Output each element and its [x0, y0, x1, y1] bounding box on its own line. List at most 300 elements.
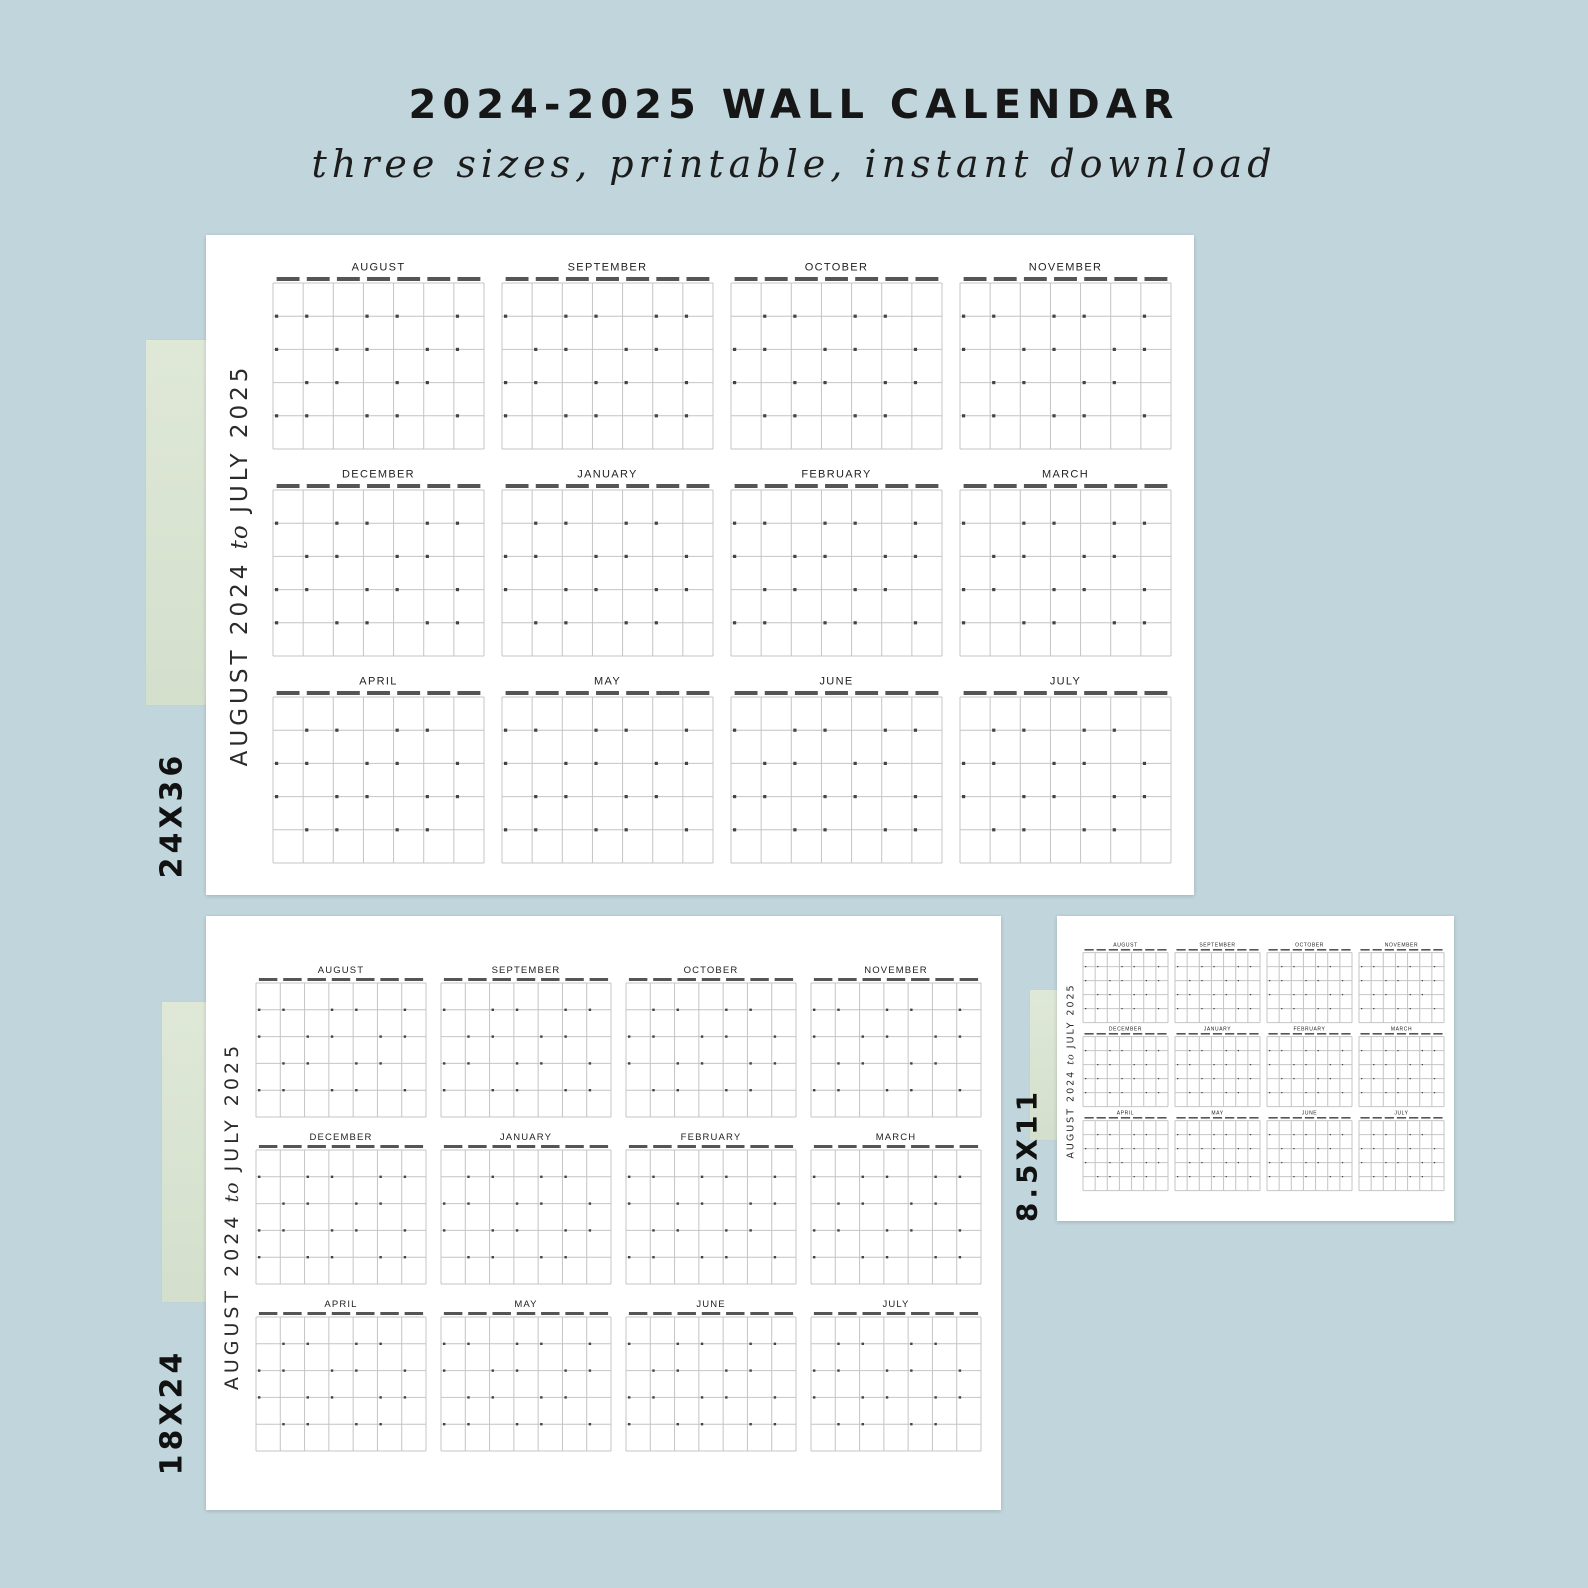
date-marker: [1158, 1008, 1159, 1009]
month-name: NOVEMBER: [1028, 261, 1103, 274]
date-marker: [1361, 1162, 1362, 1163]
weekday-header-bar: [367, 691, 390, 695]
month-name: NOVEMBER: [864, 965, 928, 977]
date-marker: [516, 1343, 518, 1345]
date-marker: [540, 1062, 542, 1064]
date-marker: [1318, 1092, 1319, 1093]
month-calendar: [1267, 942, 1352, 1022]
date-marker: [426, 795, 429, 798]
date-marker: [426, 522, 429, 525]
date-marker: [1342, 1064, 1343, 1065]
date-marker: [959, 1089, 961, 1091]
month-calendar: [626, 965, 796, 1117]
month-name: JUNE: [819, 675, 854, 688]
date-marker: [1269, 1162, 1270, 1163]
date-marker: [1342, 1050, 1343, 1051]
date-marker: [1109, 1176, 1110, 1177]
year-range-start: AUGUST 2024: [1065, 1069, 1077, 1159]
date-marker: [1158, 1092, 1159, 1093]
date-marker: [962, 414, 965, 417]
month-calendar: [1083, 942, 1168, 1022]
date-marker: [854, 588, 857, 591]
date-marker: [1238, 1050, 1239, 1051]
date-marker: [1385, 1050, 1386, 1051]
date-marker: [275, 348, 278, 351]
date-marker: [823, 729, 826, 732]
weekday-header-bar: [765, 484, 788, 488]
date-marker: [1250, 1064, 1251, 1065]
weekday-header-bar: [1121, 1033, 1130, 1035]
weekday-header-bar: [380, 1312, 398, 1315]
weekday-header-bar: [565, 978, 583, 981]
date-marker: [1177, 1148, 1178, 1149]
date-marker: [492, 1035, 494, 1037]
month-name: FEBRUARY: [801, 468, 872, 481]
date-marker: [823, 381, 826, 384]
weekday-header-bar: [259, 1312, 277, 1315]
weekday-header-bar: [1341, 1033, 1350, 1035]
weekday-header-bar: [814, 978, 832, 981]
date-marker: [1146, 1134, 1147, 1135]
weekday-header-bar: [397, 691, 420, 695]
weekday-header-bar: [1237, 1033, 1246, 1035]
weekday-header-bar: [307, 484, 330, 488]
month-calendar: [1359, 942, 1444, 1022]
date-marker: [492, 1396, 494, 1398]
date-marker: [749, 1343, 751, 1345]
month-name: FEBRUARY: [680, 1132, 742, 1144]
weekday-header-bar: [1421, 1117, 1430, 1119]
date-marker: [1361, 1008, 1362, 1009]
date-marker: [1330, 1148, 1331, 1149]
date-marker: [404, 1396, 406, 1398]
date-marker: [443, 1202, 445, 1204]
weekday-header-bar: [1109, 1033, 1118, 1035]
date-marker: [1121, 966, 1122, 967]
weekday-header-bar: [1409, 1033, 1418, 1035]
date-marker: [628, 1396, 630, 1398]
date-marker: [1281, 1008, 1282, 1009]
weekday-header-bar: [356, 1145, 374, 1148]
month-calendar: [1083, 1026, 1168, 1106]
date-marker: [258, 1256, 260, 1258]
weekday-header-bar: [1189, 1033, 1198, 1035]
date-marker: [934, 1256, 936, 1258]
date-marker: [1281, 1162, 1282, 1163]
date-marker: [443, 1229, 445, 1231]
date-marker: [594, 729, 597, 732]
date-marker: [934, 1396, 936, 1398]
month-calendar: [273, 469, 484, 656]
weekday-header-bar: [1144, 691, 1167, 695]
date-marker: [594, 762, 597, 765]
month-calendar: [273, 262, 484, 449]
date-marker: [1189, 1162, 1190, 1163]
date-marker: [1189, 1064, 1190, 1065]
date-marker: [396, 729, 399, 732]
weekday-header-bar: [1189, 1117, 1198, 1119]
weekday-header-bar: [332, 1145, 350, 1148]
date-marker: [914, 795, 917, 798]
weekday-header-bar: [444, 1312, 462, 1315]
date-marker: [589, 1089, 591, 1091]
date-marker: [862, 1062, 864, 1064]
date-marker: [1361, 1078, 1362, 1079]
date-marker: [275, 795, 278, 798]
date-marker: [331, 1009, 333, 1011]
date-marker: [534, 522, 537, 525]
date-marker: [1189, 994, 1190, 995]
date-marker: [763, 621, 766, 624]
month-name: DECEMBER: [309, 1132, 373, 1144]
weekday-header-bar: [457, 484, 480, 488]
date-marker: [516, 1089, 518, 1091]
date-marker: [793, 555, 796, 558]
weekday-header-bar: [702, 1312, 720, 1315]
date-marker: [625, 555, 628, 558]
weekday-header-bar: [1360, 949, 1369, 951]
weekday-header-bar: [1145, 1117, 1154, 1119]
date-marker: [275, 414, 278, 417]
weekday-header-bar: [1249, 1117, 1258, 1119]
date-marker: [655, 522, 658, 525]
date-marker: [564, 795, 567, 798]
date-marker: [564, 1035, 566, 1037]
month-name: MAY: [514, 1299, 538, 1311]
weekday-header-bar: [887, 1312, 905, 1315]
date-marker: [396, 555, 399, 558]
date-marker: [1385, 1162, 1386, 1163]
weekday-header-bar: [307, 691, 330, 695]
date-marker: [1097, 1064, 1098, 1065]
date-marker: [1397, 1162, 1398, 1163]
date-marker: [677, 1343, 679, 1345]
weekday-header-bar: [590, 1145, 608, 1148]
date-marker: [1085, 1092, 1086, 1093]
date-marker: [685, 381, 688, 384]
weekday-header-bar: [911, 1312, 929, 1315]
date-marker: [1385, 994, 1386, 995]
date-marker: [1330, 994, 1331, 995]
date-marker: [1361, 1092, 1362, 1093]
date-marker: [701, 1176, 703, 1178]
date-marker: [701, 1423, 703, 1425]
date-marker: [1109, 1134, 1110, 1135]
date-marker: [355, 1062, 357, 1064]
date-marker: [1213, 966, 1214, 967]
date-marker: [1385, 1134, 1386, 1135]
weekday-header-bar: [1144, 277, 1167, 281]
date-marker: [564, 1256, 566, 1258]
weekday-header-bar: [1176, 1117, 1185, 1119]
date-marker: [1250, 1148, 1251, 1149]
date-marker: [1318, 1078, 1319, 1079]
date-marker: [655, 348, 658, 351]
date-marker: [282, 1009, 284, 1011]
date-marker: [1330, 1064, 1331, 1065]
date-marker: [426, 348, 429, 351]
date-marker: [534, 828, 537, 831]
weekday-header-bar: [814, 1312, 832, 1315]
weekday-header-bar: [1397, 1117, 1406, 1119]
date-marker: [1226, 994, 1227, 995]
date-marker: [1177, 1078, 1178, 1079]
weekday-header-bar: [1176, 1033, 1185, 1035]
date-marker: [355, 1423, 357, 1425]
date-marker: [456, 588, 459, 591]
date-marker: [534, 381, 537, 384]
date-marker: [959, 1035, 961, 1037]
date-marker: [426, 828, 429, 831]
weekday-header-bar: [656, 691, 679, 695]
date-marker: [733, 621, 736, 624]
date-marker: [516, 1369, 518, 1371]
size-label-24x36: 24X36: [154, 751, 190, 879]
date-marker: [1226, 1092, 1227, 1093]
month-calendar: [441, 1299, 611, 1451]
date-marker: [305, 315, 308, 318]
date-marker: [305, 588, 308, 591]
date-marker: [1177, 1134, 1178, 1135]
date-marker: [589, 1062, 591, 1064]
date-marker: [1318, 1148, 1319, 1149]
weekday-header-bar: [702, 1145, 720, 1148]
date-marker: [1373, 1148, 1374, 1149]
weekday-header-bar: [1054, 277, 1077, 281]
date-marker: [862, 1176, 864, 1178]
date-marker: [504, 414, 507, 417]
date-marker: [1397, 1092, 1398, 1093]
date-marker: [1226, 1176, 1227, 1177]
date-marker: [823, 522, 826, 525]
date-marker: [1085, 980, 1086, 981]
date-marker: [1085, 1148, 1086, 1149]
date-marker: [564, 621, 567, 624]
date-marker: [625, 828, 628, 831]
weekday-header-bar: [277, 277, 300, 281]
weekday-header-bar: [566, 277, 589, 281]
weekday-header-bar: [653, 978, 671, 981]
date-marker: [1052, 588, 1055, 591]
date-marker: [1052, 795, 1055, 798]
date-marker: [307, 1256, 309, 1258]
date-marker: [456, 762, 459, 765]
weekday-header-bar: [1024, 691, 1047, 695]
date-marker: [1281, 1050, 1282, 1051]
date-marker: [1410, 1134, 1411, 1135]
date-marker: [456, 315, 459, 318]
date-marker: [1083, 414, 1086, 417]
weekday-header-bar: [735, 277, 758, 281]
date-marker: [355, 1089, 357, 1091]
date-marker: [962, 315, 965, 318]
weekday-header-bar: [492, 978, 510, 981]
weekday-header-bar: [1133, 949, 1142, 951]
date-marker: [914, 621, 917, 624]
weekday-header-bar: [427, 484, 450, 488]
date-marker: [793, 762, 796, 765]
date-marker: [910, 1202, 912, 1204]
date-marker: [1146, 980, 1147, 981]
date-marker: [404, 1009, 406, 1011]
date-marker: [1238, 1092, 1239, 1093]
date-marker: [365, 588, 368, 591]
date-marker: [396, 762, 399, 765]
date-marker: [1281, 966, 1282, 967]
date-marker: [1342, 994, 1343, 995]
month-calendar: [1083, 1110, 1168, 1190]
date-marker: [677, 1009, 679, 1011]
date-marker: [749, 1202, 751, 1204]
weekday-header-bar: [565, 1312, 583, 1315]
month-calendar: [811, 965, 981, 1117]
date-marker: [1293, 1176, 1294, 1177]
month-name: JANUARY: [577, 468, 638, 481]
weekday-header-bar: [964, 691, 987, 695]
date-marker: [1022, 522, 1025, 525]
weekday-header-bar: [517, 1145, 535, 1148]
date-marker: [793, 828, 796, 831]
date-marker: [1238, 1008, 1239, 1009]
month-name: OCTOBER: [1295, 942, 1324, 949]
weekday-header-bar: [656, 484, 679, 488]
weekday-header-bar: [677, 1145, 695, 1148]
month-name: AUGUST: [317, 965, 365, 977]
date-marker: [258, 1229, 260, 1231]
date-marker: [443, 1009, 445, 1011]
date-marker: [959, 1396, 961, 1398]
date-marker: [1022, 381, 1025, 384]
date-marker: [1305, 1134, 1306, 1135]
weekday-header-bar: [1385, 949, 1394, 951]
date-marker: [540, 1343, 542, 1345]
date-marker: [763, 348, 766, 351]
weekday-header-bar: [915, 484, 938, 488]
date-marker: [749, 1089, 751, 1091]
date-marker: [1121, 1050, 1122, 1051]
date-marker: [1143, 588, 1146, 591]
date-marker: [886, 1396, 888, 1398]
date-marker: [862, 1423, 864, 1425]
date-marker: [540, 1035, 542, 1037]
date-marker: [1281, 1078, 1282, 1079]
weekday-header-bar: [825, 691, 848, 695]
date-marker: [1342, 980, 1343, 981]
date-marker: [959, 1369, 961, 1371]
date-marker: [886, 1089, 888, 1091]
date-marker: [1269, 994, 1270, 995]
weekday-header-bar: [427, 277, 450, 281]
date-marker: [1083, 315, 1086, 318]
weekday-header-bar: [405, 1312, 423, 1315]
date-marker: [884, 828, 887, 831]
date-marker: [1143, 762, 1146, 765]
weekday-header-bar: [1084, 484, 1107, 488]
date-marker: [516, 1202, 518, 1204]
date-marker: [504, 555, 507, 558]
date-marker: [396, 414, 399, 417]
weekday-header-bar: [1421, 1033, 1430, 1035]
weekday-header-bar: [885, 484, 908, 488]
date-marker: [1293, 994, 1294, 995]
weekday-header-bar: [1397, 1033, 1406, 1035]
date-marker: [774, 1423, 776, 1425]
date-marker: [837, 1229, 839, 1231]
date-marker: [914, 828, 917, 831]
date-marker: [652, 1369, 654, 1371]
weekday-header-bar: [862, 1312, 880, 1315]
date-marker: [467, 1035, 469, 1037]
date-marker: [655, 588, 658, 591]
weekday-header-bar: [1385, 1033, 1394, 1035]
weekday-header-bar: [1293, 1033, 1302, 1035]
date-marker: [910, 1423, 912, 1425]
date-marker: [335, 555, 338, 558]
date-marker: [1397, 1008, 1398, 1009]
date-marker: [725, 1035, 727, 1037]
weekday-header-bar: [397, 484, 420, 488]
month-calendar: [256, 1299, 426, 1451]
date-marker: [934, 1176, 936, 1178]
date-marker: [365, 522, 368, 525]
date-marker: [396, 315, 399, 318]
date-marker: [1361, 966, 1362, 967]
month-name: APRIL: [1116, 1110, 1135, 1117]
weekday-header-bar: [1157, 949, 1166, 951]
date-marker: [1361, 1148, 1362, 1149]
date-marker: [1226, 1134, 1227, 1135]
date-marker: [540, 1176, 542, 1178]
date-marker: [443, 1062, 445, 1064]
weekday-header-bar: [1433, 949, 1442, 951]
date-marker: [443, 1343, 445, 1345]
weekday-header-bar: [1341, 1117, 1350, 1119]
date-marker: [516, 1062, 518, 1064]
date-marker: [1113, 522, 1116, 525]
date-marker: [1250, 966, 1251, 967]
weekday-header-bar: [444, 1145, 462, 1148]
date-marker: [1143, 621, 1146, 624]
date-marker: [992, 828, 995, 831]
weekday-header-bar: [1305, 1117, 1314, 1119]
date-marker: [862, 1256, 864, 1258]
month-name: JUNE: [696, 1299, 726, 1311]
date-marker: [1373, 1064, 1374, 1065]
date-marker: [677, 1089, 679, 1091]
weekday-header-bar: [960, 1312, 978, 1315]
month-calendar: [441, 965, 611, 1117]
date-marker: [685, 315, 688, 318]
month-calendar: [731, 262, 942, 449]
date-marker: [1143, 522, 1146, 525]
date-marker: [1361, 1050, 1362, 1051]
date-marker: [504, 588, 507, 591]
date-marker: [823, 621, 826, 624]
date-marker: [331, 1035, 333, 1037]
date-marker: [275, 621, 278, 624]
month-calendar: [1267, 1026, 1352, 1106]
month-name: JULY: [1394, 1110, 1409, 1117]
weekday-header-bar: [1433, 1033, 1442, 1035]
date-marker: [685, 588, 688, 591]
date-marker: [701, 1256, 703, 1258]
weekday-header-bar: [468, 978, 486, 981]
weekday-header-bar: [1201, 949, 1210, 951]
date-marker: [1305, 1162, 1306, 1163]
date-marker: [492, 1009, 494, 1011]
date-marker: [1097, 994, 1098, 995]
weekday-header-bar: [259, 978, 277, 981]
